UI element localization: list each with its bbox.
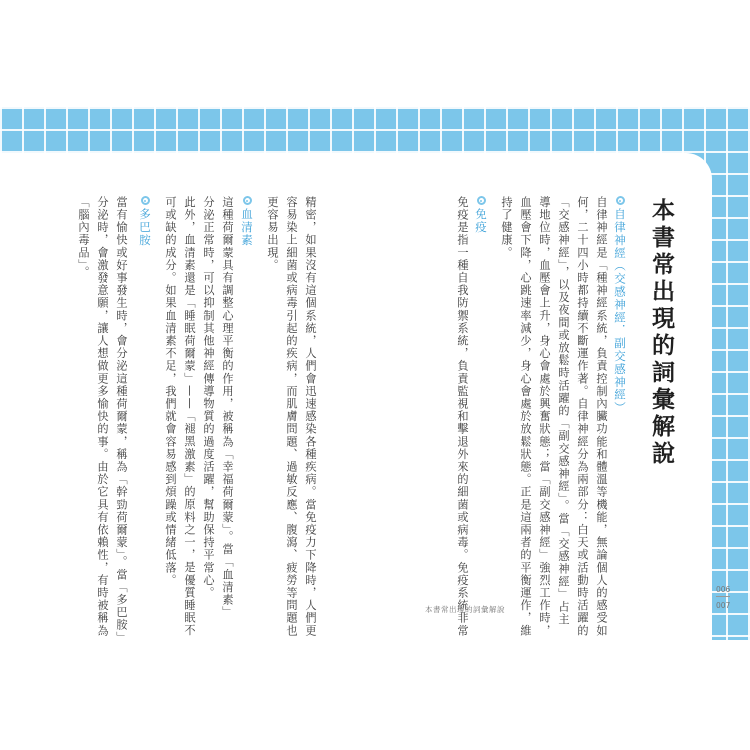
- heading-text: 血清素: [240, 208, 254, 247]
- heading-text: 多巴胺: [138, 208, 152, 247]
- heading-text: 自律神經（交感神經．副交感神經）: [613, 208, 627, 415]
- bullet-circle-icon: [141, 196, 150, 205]
- section-heading-autonomic: [612, 196, 628, 414]
- text-column: 何，二十四小時都持續不斷運作著。自律神經分為兩部分：白天或活動時活躍的: [576, 196, 589, 637]
- text-column: 這種荷爾蒙具有調整心理平衡的作用，被稱為「幸福荷爾蒙」。當「血清素」: [221, 196, 234, 619]
- section-heading-immunity: [473, 196, 489, 234]
- text-column: 容易染上細菌或病毒引起的疾病，而肌膚問題、過敏反應、腹瀉、疲勞等問題也: [285, 196, 298, 637]
- text-column: 分泌時，會激發意願，讓人想做更多愉快的事。由於它具有依賴性，有時被稱為: [96, 196, 109, 637]
- text-column: 當有愉快或好事發生時，會分泌這種荷爾蒙，稱為「幹勁荷爾蒙」。當「多巴胺」: [115, 196, 128, 644]
- section-heading-serotonin: [239, 196, 255, 247]
- text-column: 更容易出現。: [266, 196, 279, 272]
- text-column: 免疫是指一種自我防禦系統，負責監視和擊退外來的細菌或病毒。免疫系統非常: [456, 196, 469, 637]
- text-column: 精密，如果沒有這個系統，人們會迅速感染各種疾病。當免疫力下降時，人們更: [304, 196, 317, 637]
- text-column: 血壓會下降，心跳速率減少，身心會處於放鬆狀態。正是這兩者的平衡運作，維: [519, 196, 532, 637]
- page-number-right: 007: [716, 601, 731, 610]
- page-number-left: 006: [716, 585, 731, 594]
- text-column: 導地位時，血壓會上升，身心會處於興奮狀態；當「副交感神經」強烈工作時，: [538, 196, 551, 637]
- page-title: 本書常出現的詞彙解說: [648, 198, 674, 468]
- bullet-circle-icon: [243, 196, 252, 205]
- bullet-circle-icon: [616, 196, 625, 205]
- heading-text: 免疫: [474, 208, 488, 234]
- text-column: 分泌正常時，可以抑制其他神經傳導物質的過度活躍，幫助保持平常心。: [202, 196, 215, 600]
- text-column: 「腦內毒品」。: [77, 196, 90, 279]
- text-column: 此外，血清素還是「睡眠荷爾蒙」——「褪黑激素」的原料之一，是優質睡眠不: [183, 196, 196, 637]
- bullet-circle-icon: [477, 196, 486, 205]
- page-number-divider: [716, 596, 730, 597]
- running-title: 本書常出現的詞彙解說: [425, 605, 505, 614]
- text-column: 「交感神經」，以及夜間或放鬆時活躍的「副交感神經」。當「交感神經」占主: [557, 196, 570, 626]
- text-column: 持了健康。: [500, 196, 513, 259]
- text-column: 可或缺的成分。如果血清素不足，我們就會容易感到煩躁或情緒低落。: [164, 196, 177, 587]
- section-heading-dopamine: [137, 196, 153, 247]
- text-column: 自律神經是「種神經系統，負責控制內臟功能和體溫等機能，無論個人的感受如: [595, 196, 608, 637]
